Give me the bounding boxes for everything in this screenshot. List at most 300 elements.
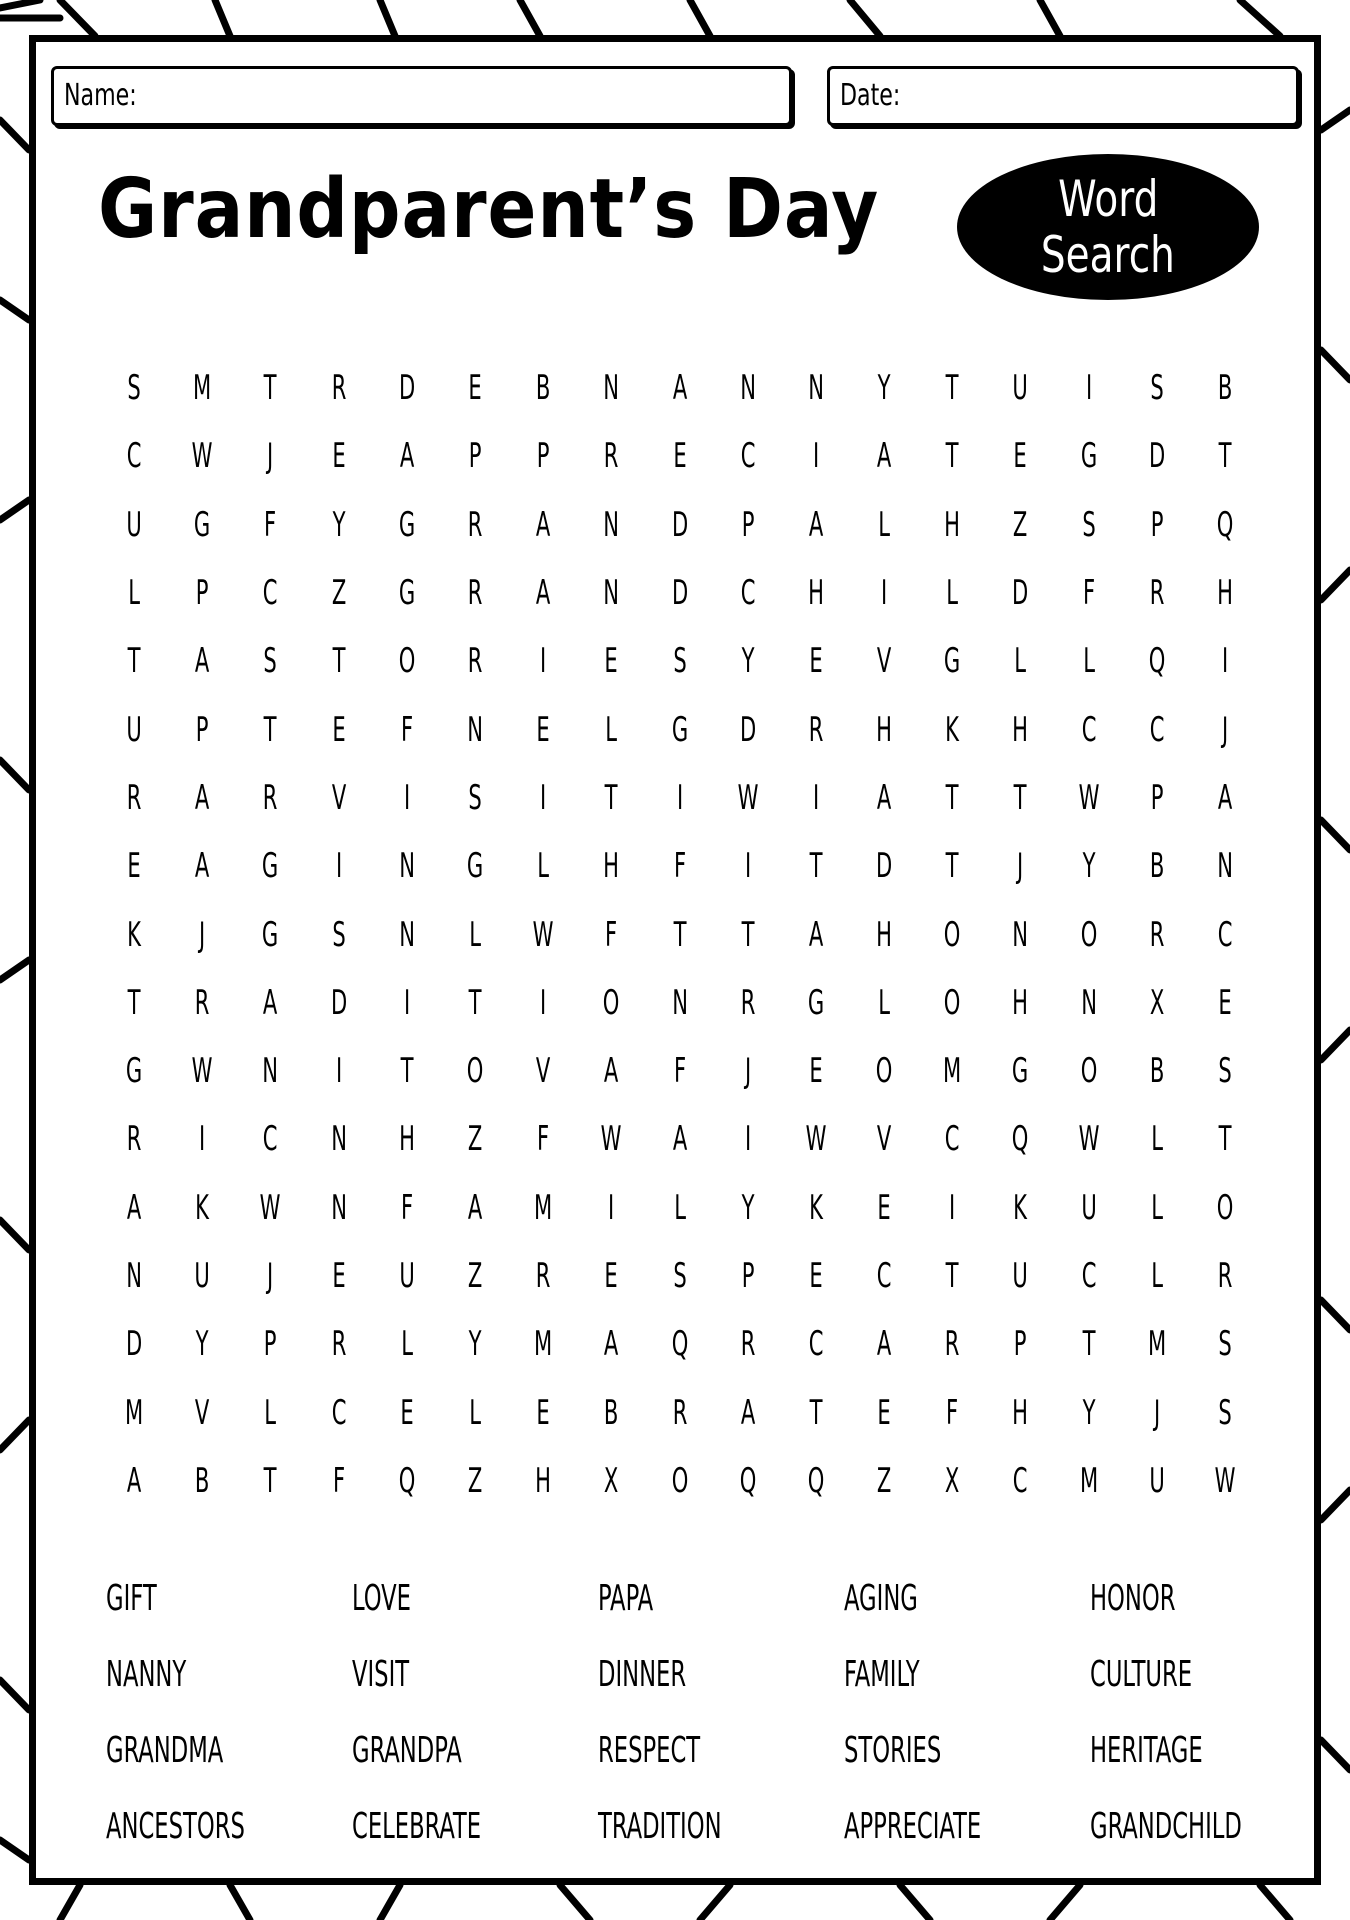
name-field[interactable] xyxy=(51,66,792,126)
grid-cell[interactable]: A xyxy=(399,436,415,477)
grid-cell[interactable]: L xyxy=(537,846,550,887)
grid-cell[interactable]: A xyxy=(195,777,210,818)
grid-cell[interactable]: F xyxy=(605,914,618,955)
grid-cell[interactable]: A xyxy=(876,436,892,477)
grid-cell[interactable]: W xyxy=(600,1119,622,1160)
grid-cell[interactable]: N xyxy=(398,914,415,955)
grid-cell[interactable]: E xyxy=(331,436,346,477)
grid-cell[interactable]: U xyxy=(1149,1460,1165,1501)
grid-cell[interactable]: U xyxy=(1012,368,1029,409)
grid-cell[interactable]: E xyxy=(331,1256,346,1296)
grid-cell[interactable]: N xyxy=(603,504,620,545)
grid-cell[interactable]: H xyxy=(603,846,620,887)
grid-cell[interactable]: N xyxy=(603,573,620,614)
grid-cell[interactable]: B xyxy=(195,1460,210,1501)
grid-cell[interactable]: L xyxy=(878,982,891,1023)
grid-cell[interactable]: N xyxy=(1012,914,1029,955)
grid-cell[interactable]: R xyxy=(535,1256,551,1296)
grid-cell[interactable]: A xyxy=(876,777,892,818)
grid-cell[interactable]: S xyxy=(331,914,346,955)
grid-cell[interactable]: C xyxy=(263,1119,278,1160)
date-field[interactable] xyxy=(827,66,1299,126)
grid-cell[interactable]: S xyxy=(468,777,482,818)
grid-cell[interactable]: D xyxy=(739,709,756,750)
grid-cell[interactable]: C xyxy=(1081,1256,1097,1296)
grid-cell[interactable]: C xyxy=(1217,914,1233,955)
grid-cell[interactable]: H xyxy=(535,1460,552,1501)
grid-cell[interactable]: R xyxy=(126,1119,142,1160)
grid-cell[interactable]: F xyxy=(673,846,686,887)
grid-cell[interactable]: F xyxy=(264,504,277,545)
grid-cell[interactable]: I xyxy=(540,641,547,682)
grid-cell[interactable]: K xyxy=(127,914,142,955)
grid-cell[interactable]: Y xyxy=(1082,846,1096,887)
word-list-item: DINNER xyxy=(598,1654,687,1695)
grid-cell[interactable]: A xyxy=(263,982,278,1023)
grid-cell[interactable]: D xyxy=(125,1324,143,1365)
grid-cell[interactable]: I xyxy=(403,982,410,1023)
grid-cell[interactable]: E xyxy=(127,846,141,887)
grid-cell[interactable]: I xyxy=(949,1187,956,1228)
grid-cell[interactable]: T xyxy=(809,1392,823,1433)
grid-cell[interactable]: H xyxy=(876,709,893,750)
grid-cell[interactable]: M xyxy=(1147,1324,1167,1365)
grid-cell[interactable]: C xyxy=(808,1324,824,1365)
grid-cell[interactable]: P xyxy=(536,436,550,477)
grid-cell[interactable]: Z xyxy=(876,1460,892,1501)
grid-cell[interactable]: N xyxy=(330,1119,347,1160)
grid-cell[interactable]: X xyxy=(604,1460,619,1501)
grid-cell[interactable]: Q xyxy=(807,1460,825,1501)
grid-cell[interactable]: U xyxy=(194,1256,210,1296)
grid-cell[interactable]: B xyxy=(1149,1051,1165,1092)
grid-cell[interactable]: G xyxy=(944,641,961,682)
grid-cell[interactable]: R xyxy=(672,1392,687,1433)
grid-cell[interactable]: L xyxy=(469,914,481,955)
word-list-item: CELEBRATE xyxy=(352,1806,482,1847)
grid-cell[interactable]: Y xyxy=(195,1324,209,1365)
grid-cell[interactable]: Y xyxy=(741,641,755,682)
grid-cell[interactable]: U xyxy=(1012,1256,1029,1296)
grid-cell[interactable]: Y xyxy=(332,504,346,545)
grid-cell[interactable]: J xyxy=(744,1051,751,1092)
grid-cell[interactable]: Z xyxy=(467,1256,483,1296)
grid-cell[interactable]: M xyxy=(534,1187,553,1228)
grid-cell[interactable]: K xyxy=(809,1187,823,1228)
grid-cell[interactable]: C xyxy=(126,436,142,477)
grid-cell[interactable]: T xyxy=(1218,1119,1232,1160)
grid-cell[interactable]: R xyxy=(808,709,824,750)
grid-cell[interactable]: O xyxy=(944,914,961,955)
grid-cell[interactable]: S xyxy=(263,641,278,682)
grid-cell[interactable]: E xyxy=(877,1392,891,1433)
grid-cell[interactable]: N xyxy=(671,982,688,1023)
grid-cell[interactable]: N xyxy=(467,709,483,750)
grid-cell[interactable]: O xyxy=(466,1051,484,1092)
grid-cell[interactable]: E xyxy=(1013,436,1028,477)
grid-cell[interactable]: H xyxy=(944,504,961,545)
grid-cell[interactable]: S xyxy=(127,368,141,409)
grid-cell[interactable]: L xyxy=(878,504,891,545)
grid-cell[interactable]: L xyxy=(1151,1119,1163,1160)
grid-cell[interactable]: D xyxy=(671,504,688,545)
grid-cell[interactable]: V xyxy=(195,1392,210,1433)
grid-cell[interactable]: T xyxy=(264,368,277,409)
grid-cell[interactable]: W xyxy=(737,777,759,818)
grid-cell[interactable]: R xyxy=(1149,573,1165,614)
grid-cell[interactable]: M xyxy=(943,1051,962,1092)
grid-cell[interactable]: R xyxy=(331,1324,346,1365)
grid-cell[interactable]: W xyxy=(1078,777,1100,818)
grid-cell[interactable]: S xyxy=(1082,504,1096,545)
grid-cell[interactable]: F xyxy=(1082,573,1095,614)
grid-cell[interactable]: W xyxy=(1214,1460,1236,1501)
grid-cell[interactable]: C xyxy=(263,573,278,614)
grid-cell[interactable]: N xyxy=(126,1256,142,1296)
grid-cell[interactable]: E xyxy=(604,641,619,682)
grid-cell[interactable]: Z xyxy=(331,573,346,614)
grid-cell[interactable]: R xyxy=(1217,1256,1233,1296)
grid-cell[interactable]: T xyxy=(945,1256,959,1296)
grid-cell[interactable]: E xyxy=(604,1256,619,1296)
grid-cell[interactable]: H xyxy=(398,1119,415,1160)
word-list-item: STORIES xyxy=(844,1730,942,1771)
grid-cell[interactable]: I xyxy=(540,982,547,1023)
grid-cell[interactable]: D xyxy=(1012,573,1029,614)
grid-cell[interactable]: C xyxy=(331,1392,347,1433)
grid-cell[interactable]: T xyxy=(127,641,141,682)
grid-cell[interactable]: O xyxy=(671,1460,688,1501)
grid-cell[interactable]: C xyxy=(944,1119,960,1160)
grid-cell[interactable]: C xyxy=(1149,709,1165,750)
grid-cell[interactable]: I xyxy=(1221,641,1229,682)
grid-cell[interactable]: A xyxy=(1217,777,1233,818)
grid-cell[interactable]: J xyxy=(1221,709,1229,750)
grid-cell[interactable]: A xyxy=(604,1051,619,1092)
grid-cell[interactable]: F xyxy=(537,1119,550,1160)
word-list-item: GRANDCHILD xyxy=(1090,1806,1242,1847)
grid-cell[interactable]: R xyxy=(740,1324,756,1365)
grid-cell[interactable]: L xyxy=(946,573,959,614)
grid-cell[interactable]: R xyxy=(331,368,346,409)
grid-cell[interactable]: R xyxy=(467,573,483,614)
grid-cell[interactable]: M xyxy=(193,368,212,409)
grid-cell[interactable]: T xyxy=(332,641,346,682)
grid-cell[interactable]: S xyxy=(1218,1324,1232,1365)
grid-cell[interactable]: H xyxy=(876,914,893,955)
grid-cell[interactable]: B xyxy=(604,1392,619,1433)
grid-cell[interactable]: W xyxy=(191,1051,213,1092)
grid-cell[interactable]: W xyxy=(1078,1119,1100,1160)
grid-cell[interactable]: I xyxy=(812,777,820,818)
grid-cell[interactable]: Y xyxy=(877,368,891,409)
grid-cell[interactable]: T xyxy=(945,846,959,887)
grid-cell[interactable]: G xyxy=(807,982,825,1023)
grid-cell[interactable]: T xyxy=(127,982,141,1023)
grid-cell[interactable]: M xyxy=(534,1324,553,1365)
grid-cell[interactable]: W xyxy=(191,436,213,477)
grid-cell[interactable]: T xyxy=(264,709,277,750)
grid-cell[interactable]: O xyxy=(603,982,620,1023)
grid-cell[interactable]: T xyxy=(468,982,482,1023)
grid-cell[interactable]: E xyxy=(809,641,823,682)
grid-cell[interactable]: Y xyxy=(741,1187,755,1228)
grid-cell[interactable]: E xyxy=(809,1256,823,1296)
grid-cell[interactable]: R xyxy=(1149,914,1165,955)
grid-cell[interactable]: N xyxy=(262,1051,279,1092)
grid-cell[interactable]: I xyxy=(744,846,751,887)
grid-cell[interactable]: L xyxy=(605,709,618,750)
grid-cell[interactable]: T xyxy=(945,368,959,409)
grid-cell[interactable]: U xyxy=(126,504,142,545)
grid-cell[interactable]: P xyxy=(741,1256,755,1296)
grid-cell[interactable]: T xyxy=(673,914,687,955)
grid-cell[interactable]: F xyxy=(400,709,413,750)
grid-cell[interactable]: I xyxy=(744,1119,751,1160)
grid-cell[interactable]: L xyxy=(1151,1256,1163,1296)
grid-cell[interactable]: A xyxy=(672,368,687,409)
grid-cell[interactable]: N xyxy=(603,368,620,409)
grid-cell[interactable]: F xyxy=(400,1187,413,1228)
grid-cell[interactable]: Q xyxy=(1148,641,1166,682)
grid-cell[interactable]: W xyxy=(532,914,554,955)
grid-cell[interactable]: H xyxy=(1217,573,1234,614)
grid-cell[interactable]: O xyxy=(1216,1187,1234,1228)
grid-cell[interactable]: O xyxy=(875,1051,893,1092)
grid-cell[interactable]: G xyxy=(1012,1051,1029,1092)
grid-cell[interactable]: Q xyxy=(739,1460,757,1501)
grid-cell[interactable]: W xyxy=(805,1119,827,1160)
grid-cell[interactable]: H xyxy=(1012,1392,1029,1433)
page-title: Grandparent’s Day xyxy=(98,162,880,257)
grid-cell[interactable]: R xyxy=(126,777,142,818)
grid-cell[interactable]: A xyxy=(195,641,210,682)
grid-cell[interactable]: I xyxy=(676,777,683,818)
grid-cell[interactable]: P xyxy=(1150,504,1164,545)
grid-cell[interactable]: V xyxy=(331,777,346,818)
grid-cell[interactable]: P xyxy=(1014,1324,1027,1365)
grid-cell[interactable]: E xyxy=(536,709,550,750)
grid-cell[interactable]: I xyxy=(403,777,410,818)
grid-cell[interactable]: V xyxy=(876,641,892,682)
grid-cell[interactable]: E xyxy=(331,709,346,750)
grid-cell[interactable]: D xyxy=(330,982,347,1023)
grid-cell[interactable]: N xyxy=(1217,846,1233,887)
grid-cell[interactable]: R xyxy=(945,1324,960,1365)
word-list xyxy=(106,1578,1336,1882)
grid-cell[interactable]: J xyxy=(1153,1392,1161,1433)
grid-cell[interactable]: K xyxy=(195,1187,210,1228)
grid-cell[interactable]: T xyxy=(945,777,959,818)
grid-cell[interactable]: G xyxy=(125,1051,143,1092)
grid-cell[interactable]: Z xyxy=(467,1119,483,1160)
grid-cell[interactable]: T xyxy=(264,1460,277,1501)
grid-cell[interactable]: Y xyxy=(1082,1392,1096,1433)
grid-cell[interactable]: L xyxy=(400,1324,413,1365)
grid-cell[interactable]: O xyxy=(1080,914,1098,955)
grid-cell[interactable]: A xyxy=(467,1187,483,1228)
grid-cell[interactable]: M xyxy=(1079,1460,1098,1501)
grid-cell[interactable]: C xyxy=(1013,1460,1028,1501)
grid-cell[interactable]: T xyxy=(604,777,618,818)
grid-cell[interactable]: E xyxy=(400,1392,414,1433)
grid-cell[interactable]: T xyxy=(1218,436,1232,477)
grid-cell[interactable]: Q xyxy=(671,1324,688,1365)
grid-cell[interactable]: I xyxy=(540,777,547,818)
grid-cell[interactable]: P xyxy=(1150,777,1164,818)
grid-cell[interactable]: C xyxy=(740,436,756,477)
grid-cell[interactable]: L xyxy=(469,1392,481,1433)
grid-cell[interactable]: N xyxy=(330,1187,347,1228)
grid-cell[interactable]: A xyxy=(604,1324,619,1365)
grid-cell[interactable]: D xyxy=(398,368,415,409)
grid-cell[interactable]: O xyxy=(1080,1051,1098,1092)
grid-cell[interactable]: H xyxy=(1012,709,1029,750)
grid-cell[interactable]: M xyxy=(124,1392,144,1433)
grid-cell[interactable]: E xyxy=(877,1187,891,1228)
grid-cell[interactable]: J xyxy=(1017,846,1024,887)
grid-cell[interactable]: L xyxy=(1082,641,1095,682)
grid-cell[interactable]: R xyxy=(740,982,756,1023)
grid-cell[interactable]: J xyxy=(199,914,206,955)
grid-cell[interactable]: Z xyxy=(1013,504,1028,545)
grid-cell[interactable]: N xyxy=(1080,982,1097,1023)
grid-cell[interactable]: T xyxy=(741,914,755,955)
grid-cell[interactable]: S xyxy=(672,641,687,682)
grid-cell[interactable]: K xyxy=(1013,1187,1028,1228)
grid-cell[interactable]: Q xyxy=(1216,504,1234,545)
grid-cell[interactable]: P xyxy=(741,504,755,545)
grid-cell[interactable]: A xyxy=(672,1119,687,1160)
grid-cell[interactable]: G xyxy=(398,504,416,545)
grid-cell[interactable]: Y xyxy=(468,1324,482,1365)
grid-cell[interactable]: C xyxy=(876,1256,892,1296)
grid-cell[interactable]: E xyxy=(468,368,482,409)
grid-cell[interactable]: I xyxy=(199,1119,206,1160)
grid-cell[interactable]: E xyxy=(536,1392,550,1433)
grid-cell[interactable]: O xyxy=(398,641,416,682)
grid-cell[interactable]: T xyxy=(945,436,959,477)
grid-cell[interactable]: H xyxy=(1012,982,1029,1023)
grid-cell[interactable]: C xyxy=(1081,709,1097,750)
grid-cell[interactable]: I xyxy=(335,1051,342,1092)
grid-cell[interactable]: D xyxy=(671,573,688,614)
grid-cell[interactable]: F xyxy=(332,1460,345,1501)
grid-cell[interactable]: A xyxy=(536,573,551,614)
grid-cell[interactable]: V xyxy=(536,1051,551,1092)
grid-cell[interactable]: I xyxy=(1085,368,1092,409)
grid-cell[interactable]: P xyxy=(468,436,482,477)
grid-cell[interactable]: D xyxy=(876,846,893,887)
grid-cell[interactable]: A xyxy=(808,504,824,545)
grid-cell[interactable]: T xyxy=(1014,777,1027,818)
grid-cell[interactable]: O xyxy=(944,982,961,1023)
grid-cell[interactable]: Z xyxy=(467,1460,483,1501)
grid-cell[interactable]: A xyxy=(126,1187,142,1228)
grid-cell[interactable]: D xyxy=(1148,436,1166,477)
grid-cell[interactable]: F xyxy=(673,1051,686,1092)
grid-cell[interactable]: A xyxy=(876,1324,892,1365)
grid-cell[interactable]: I xyxy=(812,436,820,477)
grid-cell[interactable]: F xyxy=(946,1392,959,1433)
grid-cell[interactable]: S xyxy=(1218,1051,1232,1092)
grid-cell[interactable]: C xyxy=(740,573,756,614)
grid-cell[interactable]: N xyxy=(808,368,824,409)
grid-cell[interactable]: U xyxy=(399,1256,415,1296)
grid-cell[interactable]: P xyxy=(195,573,209,614)
grid-cell[interactable]: A xyxy=(740,1392,755,1433)
grid-cell[interactable]: U xyxy=(126,709,142,750)
word-list-item: GRANDMA xyxy=(106,1730,224,1771)
grid-cell[interactable]: L xyxy=(128,573,140,614)
grid-cell[interactable]: E xyxy=(672,436,687,477)
grid-cell[interactable]: L xyxy=(264,1392,277,1433)
grid-cell[interactable]: B xyxy=(535,368,551,409)
grid-cell[interactable]: P xyxy=(195,709,209,750)
grid-cell[interactable]: A xyxy=(808,914,824,955)
grid-cell[interactable]: G xyxy=(1080,436,1097,477)
grid-cell[interactable]: X xyxy=(945,1460,960,1501)
grid-cell[interactable]: Q xyxy=(398,1460,416,1501)
grid-cell[interactable]: T xyxy=(809,846,823,887)
grid-cell[interactable]: X xyxy=(1149,982,1165,1023)
grid-cell[interactable]: A xyxy=(126,1460,142,1501)
grid-cell[interactable]: U xyxy=(1080,1187,1097,1228)
grid-cell[interactable]: B xyxy=(1217,368,1233,409)
grid-cell[interactable]: N xyxy=(739,368,756,409)
grid-cell[interactable]: E xyxy=(1218,982,1232,1023)
grid-cell[interactable]: R xyxy=(194,982,210,1023)
grid-cell[interactable]: Q xyxy=(1012,1119,1029,1160)
grid-cell[interactable]: W xyxy=(260,1187,281,1228)
grid-cell[interactable]: G xyxy=(671,709,688,750)
grid-cell[interactable]: H xyxy=(808,573,824,614)
grid-cell[interactable]: K xyxy=(945,709,960,750)
grid-cell[interactable]: J xyxy=(267,1256,274,1296)
grid-cell[interactable]: G xyxy=(262,846,279,887)
grid-cell[interactable]: E xyxy=(809,1051,823,1092)
grid-cell[interactable]: I xyxy=(881,573,888,614)
grid-cell[interactable]: J xyxy=(267,436,274,477)
grid-cell[interactable]: R xyxy=(604,436,619,477)
grid-cell[interactable]: L xyxy=(1151,1187,1163,1228)
grid-cell[interactable]: V xyxy=(876,1119,892,1160)
grid-cell[interactable]: B xyxy=(1149,846,1165,887)
grid-cell[interactable]: I xyxy=(335,846,342,887)
word-list-item: VISIT xyxy=(352,1654,410,1695)
grid-cell[interactable]: L xyxy=(673,1187,686,1228)
grid-cell[interactable]: R xyxy=(467,641,483,682)
grid-cell[interactable]: R xyxy=(467,504,483,545)
grid-cell[interactable]: R xyxy=(263,777,278,818)
grid-cell[interactable]: G xyxy=(194,504,211,545)
grid-cell[interactable]: L xyxy=(1014,641,1027,682)
grid-cell[interactable]: S xyxy=(1150,368,1164,409)
grid-cell[interactable]: A xyxy=(536,504,551,545)
grid-cell[interactable]: T xyxy=(400,1051,414,1092)
grid-cell[interactable]: A xyxy=(195,846,210,887)
grid-cell[interactable]: N xyxy=(398,846,415,887)
grid-cell[interactable]: I xyxy=(608,1187,615,1228)
grid-cell[interactable]: S xyxy=(1218,1392,1232,1433)
grid-cell[interactable]: G xyxy=(398,573,416,614)
word-list-item: TRADITION xyxy=(598,1806,722,1847)
grid-cell[interactable]: G xyxy=(466,846,484,887)
grid-cell[interactable]: G xyxy=(262,914,279,955)
grid-cell[interactable]: P xyxy=(264,1324,277,1365)
grid-cell[interactable]: T xyxy=(1082,1324,1096,1365)
grid-cell[interactable]: S xyxy=(672,1256,687,1296)
